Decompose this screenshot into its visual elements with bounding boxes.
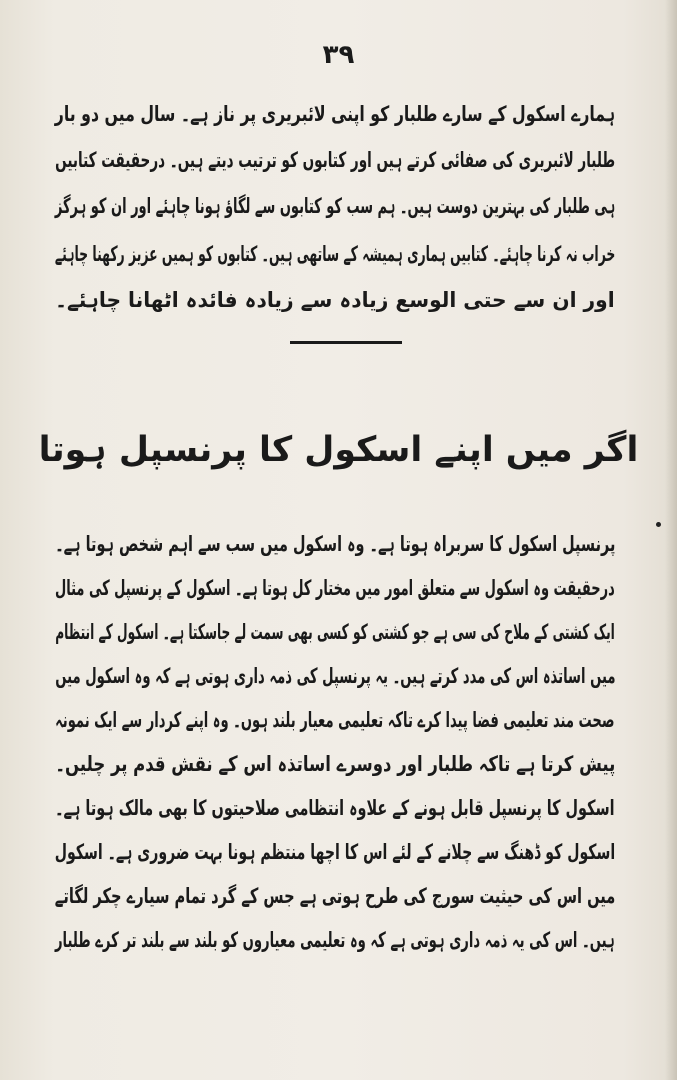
essay-body — [55, 524, 615, 1004]
intro-paragraph — [55, 94, 615, 334]
essay-line: ہیں۔ اس کی یہ ذمہ داری ہوتی ہے کہ وہ تعلیمی معیاروں کو بلند سے بلند تر کرے طلبار — [55, 928, 615, 952]
page-edge-shadow — [665, 0, 677, 1080]
intro-line: طلبار لائبریری کی صفائی کرتے ہیں اور کتابوں کو ترتیب دیتے ہیں۔ درحقیقت کتابیں — [55, 148, 615, 172]
essay-line: پرنسپل اسکول کا سربراہ ہوتا ہے۔ وہ اسکول میں سب سے اہم شخص ہوتا ہے۔ — [54, 532, 615, 556]
essay-heading: اگر میں اپنے اسکول کا پرنسپل ہوتا — [38, 430, 639, 470]
essay-line: صحت مند تعلیمی فضا پیدا کرے تاکہ تعلیمی معیار بلند ہوں۔ وہ اپنے کردار سے ایک نمونہ — [55, 708, 615, 732]
essay-line: میں اساتذہ اس کی مدد کرتے ہیں۔ یہ پرنسپل کی ذمہ داری ہوتی ہے کہ وہ اسکول میں — [54, 664, 615, 688]
intro-line: خراب نہ کرنا چاہئے۔ کتابیں ہماری ہمیشہ کے ساتھی ہیں۔ کتابوں کو ہمیں عزیز رکھنا چاہئے — [54, 242, 615, 266]
essay-line: درحقیقت وہ اسکول سے متعلق امور میں مختار کل ہوتا ہے۔ اسکول کے پرنسپل کی مثال — [55, 576, 615, 600]
essay-line: اسکول کا پرنسپل قابل ہونے کے علاوہ انتظامی صلاحیتوں کا بھی مالک ہوتا ہے۔ — [55, 796, 615, 820]
intro-line: اور ان سے حتی الوسع زیادہ سے زیادہ فائدہ اٹھانا چاہئے۔ — [55, 288, 615, 312]
ink-speck — [656, 522, 661, 527]
essay-line: پیش کرتا ہے تاکہ طلبار اور دوسرے اساتذہ اس کے نقش قدم پر چلیں۔ — [55, 752, 615, 776]
essay-line: ایک کشتی کے ملاح کی سی ہے جو کشتی کو کسی بھی سمت لے جاسکتا ہے۔ اسکول کے انتظام — [55, 620, 615, 644]
essay-line: میں اس کی حیثیت سورج کی طرح ہوتی ہے جس کے گرد تمام سیارے چکر لگاتے — [54, 884, 615, 908]
section-divider — [290, 341, 402, 344]
essay-line: اسکول کو ڈھنگ سے چلانے کے لئے اس کا اچھا منتظم ہونا بہت ضروری ہے۔ اسکول — [54, 840, 615, 864]
intro-line: ہی طلبار کی بہترین دوست ہیں۔ ہم سب کو کتابوں سے لگاؤ ہونا چاہئے اور ان کو ہرگز — [54, 194, 615, 218]
intro-line: ہمارے اسکول کے سارے طلبار کو اپنی لائبریری پر ناز ہے۔ سال میں دو بار — [54, 102, 615, 126]
page-number: ۳۹ — [322, 40, 355, 70]
